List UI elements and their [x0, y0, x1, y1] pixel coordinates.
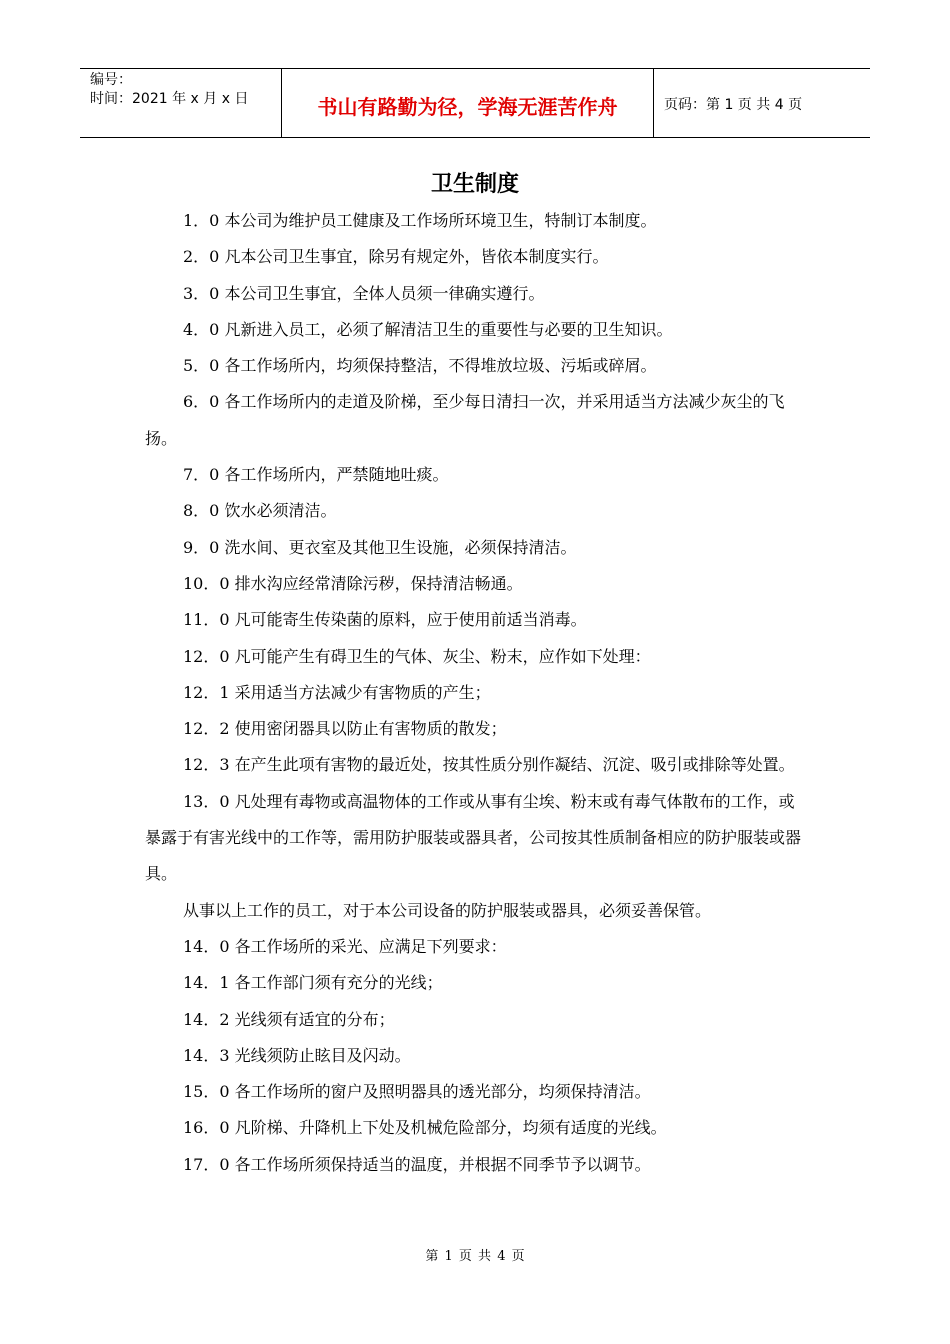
paragraph: 7．0 各工作场所内，严禁随地吐痰。 [183, 465, 449, 485]
paragraph: 8．0 饮水必须清洁。 [183, 501, 337, 521]
paragraph: 从事以上工作的员工，对于本公司设备的防护服装或器具，必须妥善保管。 [183, 900, 712, 920]
paragraph: 11．0 凡可能寄生传染菌的原料，应于使用前适当消毒。 [183, 610, 587, 630]
document-body [145, 203, 810, 1183]
paragraph: 12．0 凡可能产生有碍卫生的气体、灰尘、粉末，应作如下处理： [183, 646, 651, 666]
paragraph: 10．0 排水沟应经常清除污秽，保持清洁畅通。 [183, 573, 523, 593]
document-title: 卫生制度 [430, 172, 519, 197]
document-header [80, 68, 870, 138]
paragraph: 16．0 凡阶梯、升降机上下处及机械危险部分，均须有适度的光线。 [183, 1118, 667, 1138]
paragraph: 15．0 各工作场所的窗户及照明器具的透光部分，均须保持清洁。 [183, 1082, 651, 1102]
paragraph: 13．0 凡处理有毒物或高温物体的工作或从事有尘埃、粉末或有毒气体散布的工作，或暴露于有害光线中的工作等，需用防护服装或器具者，公司按其性质制备相应的防护服装或器具。 [145, 791, 802, 884]
paragraph: 17．0 各工作场所须保持适当的温度，并根据不同季节予以调节。 [183, 1154, 651, 1174]
paragraph: 2．0 凡本公司卫生事宜，除另有规定外，皆依本制度实行。 [183, 247, 609, 267]
paragraph: 14．3 光线须防止眩目及闪动。 [183, 1045, 411, 1065]
doc-number-label: 编号： [90, 72, 132, 88]
motto: 书山有路勤为径，学海无涯苦作舟 [282, 69, 654, 137]
paragraph: 12．1 采用适当方法减少有害物质的产生； [183, 682, 491, 702]
paragraph: 9．0 洗水间、更衣室及其他卫生设施，必须保持清洁。 [183, 537, 577, 557]
time-label: 时间：2021 年 x 月 x 日 [90, 91, 249, 107]
paragraph: 6．0 各工作场所内的走道及阶梯，至少每日清扫一次，并采用适当方法减少灰尘的飞扬。 [145, 392, 785, 448]
paragraph: 4．0 凡新进入员工，必须了解清洁卫生的重要性与必要的卫生知识。 [183, 319, 673, 339]
page-footer: 第 1 页 共 4 页 [425, 1249, 525, 1264]
header-meta-cell [80, 69, 282, 137]
paragraph: 5．0 各工作场所内，均须保持整洁，不得堆放垃圾、污垢或碎屑。 [183, 356, 657, 376]
paragraph: 14．0 各工作场所的采光、应满足下列要求： [183, 936, 507, 956]
paragraph: 3．0 本公司卫生事宜，全体人员须一律确实遵行。 [183, 283, 545, 303]
paragraph: 12．2 使用密闭器具以防止有害物质的散发； [183, 719, 507, 739]
paragraph: 12．3 在产生此项有害物的最近处，按其性质分别作凝结、沉淀、吸引或排除等处置。 [183, 755, 795, 775]
page-code: 页码：第 1 页 共 4 页 [664, 97, 803, 113]
paragraph: 14．1 各工作部门须有充分的光线； [183, 973, 443, 993]
paragraph: 1．0 本公司为维护员工健康及工作场所环境卫生，特制订本制度。 [183, 211, 657, 230]
paragraph: 14．2 光线须有适宜的分布； [183, 1009, 395, 1029]
